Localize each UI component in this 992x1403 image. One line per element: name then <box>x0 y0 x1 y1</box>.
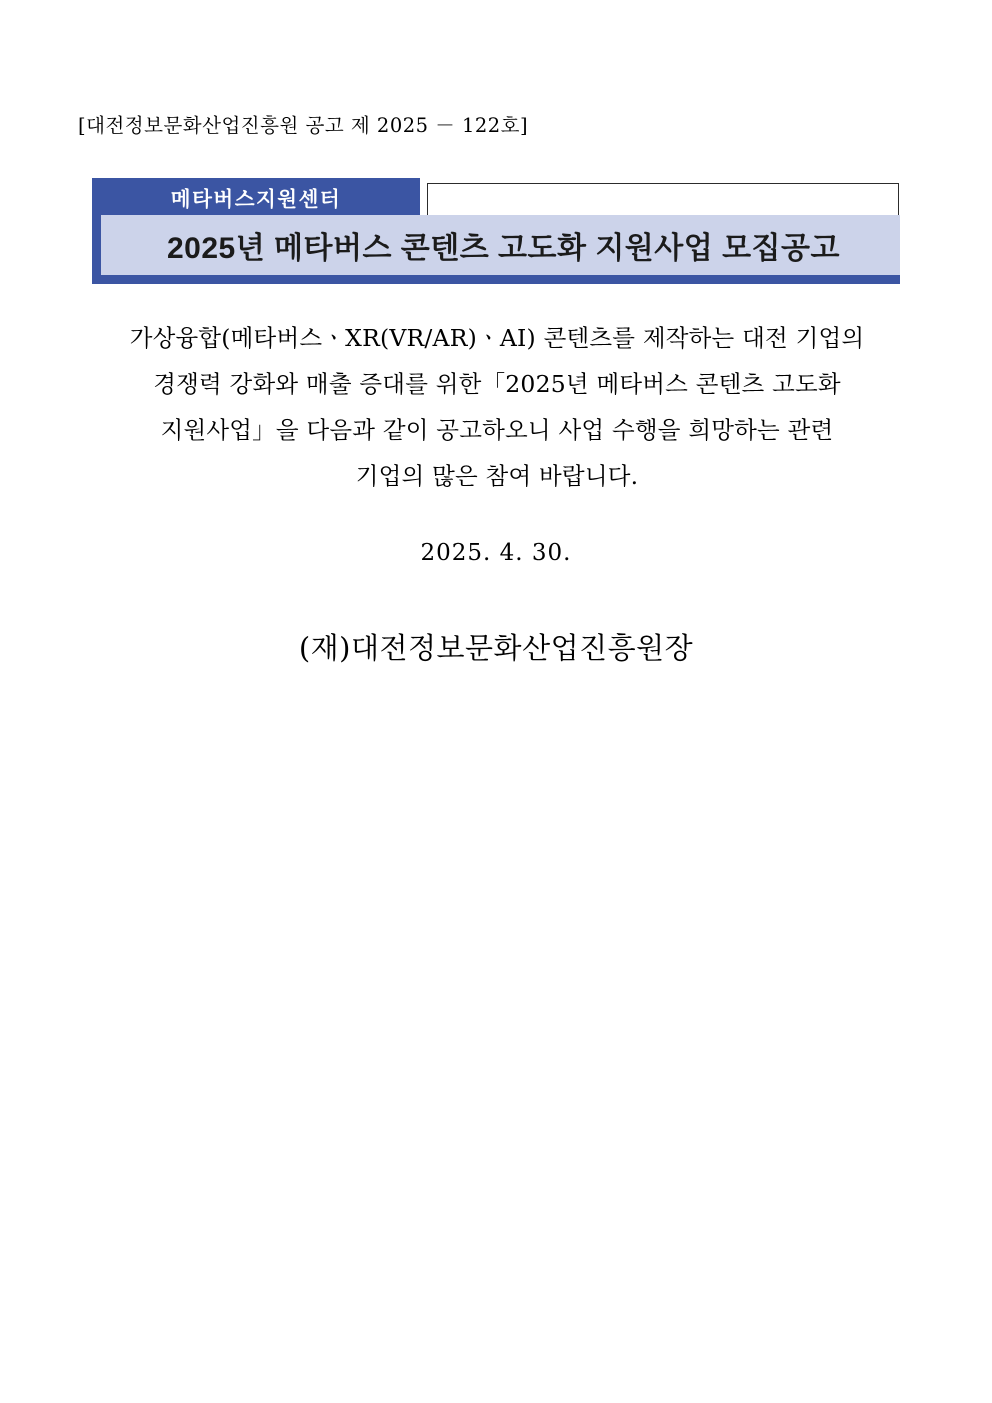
center-tab <box>92 178 420 216</box>
body-line: 지원사업」을 다음과 같이 공고하오니 사업 수행을 희망하는 관련 <box>160 416 834 444</box>
body-line: 기업의 많은 참여 바랍니다. <box>355 462 639 490</box>
title-bar <box>92 215 900 275</box>
body-line: 가상융합(메타버스ㆍXR(VR/AR)ㆍAI) 콘텐츠를 제작하는 대전 기업의 <box>129 324 865 352</box>
title-outline-box <box>427 183 899 217</box>
document-date: 2025. 4. 30. <box>420 540 572 566</box>
body-line: 경쟁력 강화와 매출 증대를 위한「2025년 메타버스 콘텐츠 고도화 <box>153 370 841 398</box>
body-paragraph <box>92 315 902 499</box>
notice-number: [대전정보문화산업진흥원 공고 제 2025 － 122호] <box>78 114 529 137</box>
title-bar-underline <box>92 275 900 284</box>
title-block <box>92 175 900 300</box>
center-tab-label: 메타버스지원센터 <box>170 188 342 211</box>
document-signer: (재)대전정보문화산업진흥원장 <box>298 631 694 665</box>
page-title: 2025년 메타버스 콘텐츠 고도화 지원사업 모집공고 <box>166 232 841 265</box>
